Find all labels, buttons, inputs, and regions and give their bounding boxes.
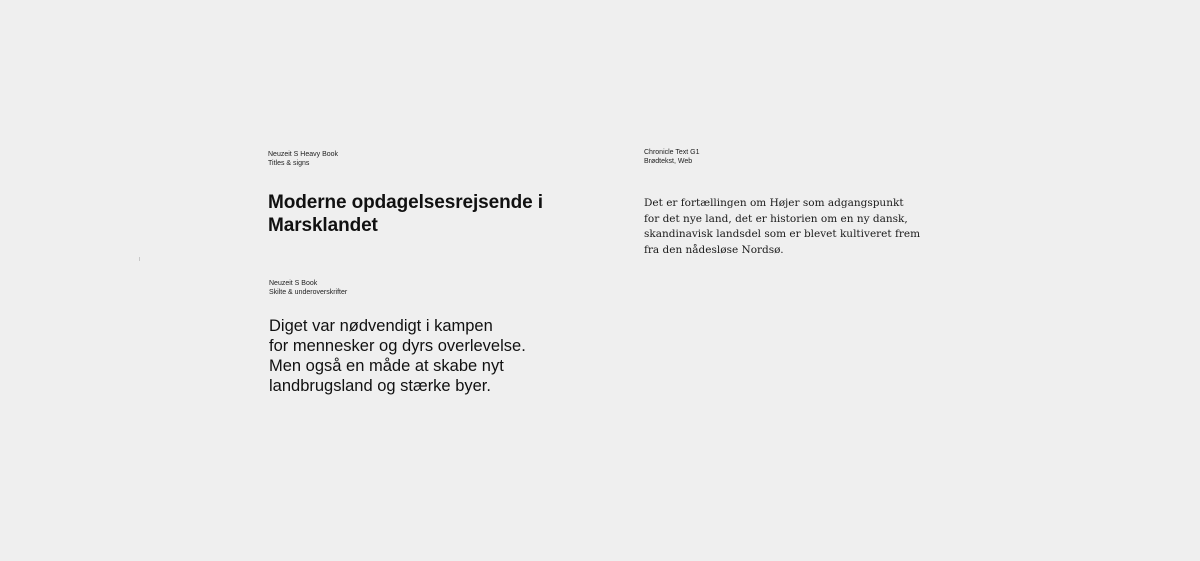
sample-line: fra den nådesløse Nordsø. <box>644 243 784 256</box>
sample-line: for mennesker og dyrs overlevelse. <box>269 337 526 355</box>
font-usage-label: Brødtekst, Web <box>644 158 693 165</box>
sample-line: Marsklandet <box>268 215 378 236</box>
sample-line: Diget var nødvendigt i kampen <box>269 317 493 335</box>
font-name-label: Chronicle Text G1 <box>644 149 700 156</box>
specimen-book <box>269 279 569 396</box>
font-usage-label: Titles & signs <box>268 160 310 167</box>
font-name-label: Neuzeit S Heavy Book <box>268 151 339 158</box>
sample-line: Det er fortællingen om Højer som adgangspunkt <box>644 197 904 209</box>
specimen-heavy <box>268 150 588 237</box>
specimen-body-text <box>644 148 934 258</box>
sample-line: skandinavisk landsdel som er blevet kultiveret frem <box>644 228 921 240</box>
sample-line: landbrugsland og stærke byer. <box>269 377 491 395</box>
paper-speck <box>139 257 140 261</box>
heavy-sample-title <box>268 191 588 237</box>
font-usage-label: Skilte & underoverskrifter <box>269 289 348 296</box>
specimen-book-caption <box>269 279 569 297</box>
specimen-body-caption <box>644 148 934 166</box>
sample-line: Men også en måde at skabe nyt <box>269 357 504 375</box>
body-sample-paragraph <box>644 196 934 258</box>
sample-line: Moderne opdagelsesrejsende i <box>268 192 543 213</box>
font-name-label: Neuzeit S Book <box>269 280 318 287</box>
sample-line: for det nye land, det er historien om en ny dansk, <box>644 212 908 225</box>
book-sample-text <box>269 316 569 396</box>
specimen-heavy-caption <box>268 150 588 168</box>
